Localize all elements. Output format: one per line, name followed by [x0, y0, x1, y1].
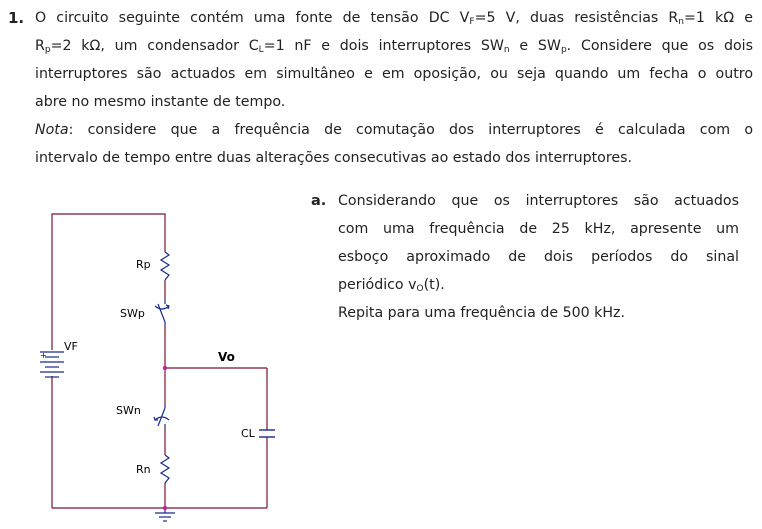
node-ground [163, 506, 167, 510]
switch-swp [155, 300, 169, 325]
label-rp: Rp [136, 258, 151, 271]
question-line-3: interruptores são actuados em simultâneo e em oposição, ou seja quando um fecha o outro [35, 66, 753, 82]
question-line-1: O circuito seguinte contém uma fonte de tensão DC $V_F=5$ V, duas resistências $R_n=1$ kΩ e [35, 10, 753, 27]
label-swn: SWn [116, 404, 141, 417]
note-line-2: intervalo de tempo entre duas alterações consecutivas ao estado dos interruptores. [35, 150, 632, 166]
label-rn: Rn [136, 463, 151, 476]
subquestion-a-line-4: periódico $v_O(t)$. [338, 277, 445, 294]
subquestion-a-line-5: Repita para uma frequência de 500 kHz. [338, 305, 625, 321]
subquestion-a-label: a. [311, 193, 327, 209]
subquestion-a-line-3: esboço aproximado de dois períodos do sinal [338, 249, 739, 265]
question-line-4: abre no mesmo instante de tempo. [35, 94, 286, 110]
label-vf: VF [64, 340, 78, 353]
note-label: Nota [35, 122, 69, 138]
subquestion-a-line-2: com uma frequência de 25 kHz, apresente um [338, 221, 739, 237]
resistor-rp [161, 252, 169, 280]
question-line-2: $R_p=2$ kΩ, um condensador $C_L=1$ nF e dois interruptores $SW_n$ e $SW_p$. Considere que os dois [35, 38, 753, 55]
label-swp: SWp [120, 307, 145, 320]
node-vo [163, 366, 167, 370]
label-vo: Vo [218, 350, 235, 364]
question-number: 1. [8, 9, 25, 27]
subquestion-a-line-1: Considerando que os interruptores são actuados [338, 193, 739, 209]
switch-swn [154, 405, 169, 428]
note-line-1: Nota: considere que a frequência de comutação dos interruptores é calculada com o [35, 122, 753, 138]
resistor-rn [161, 455, 169, 483]
battery-plus-sign: + [40, 351, 47, 360]
capacitor-cl [259, 430, 275, 437]
label-cl: CL [241, 427, 255, 440]
